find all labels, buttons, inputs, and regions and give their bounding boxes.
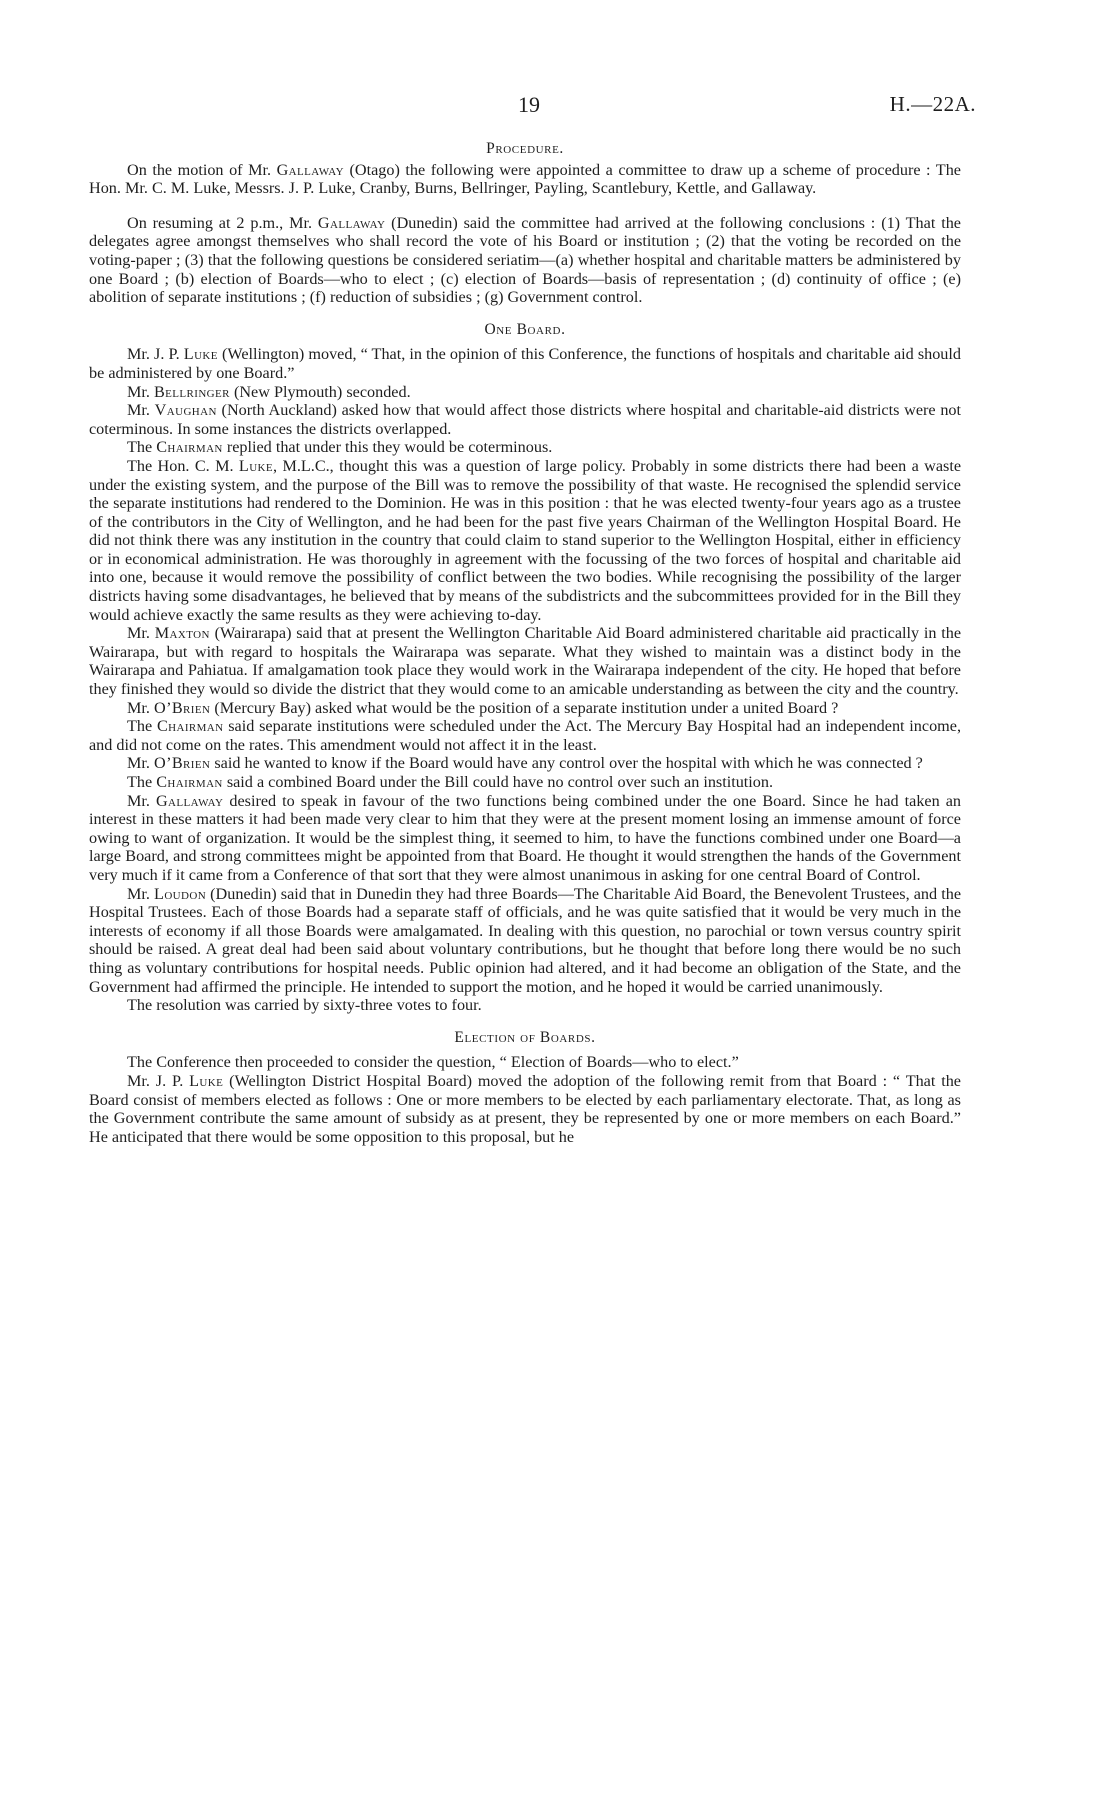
paragraph: On resuming at 2 p.m., Mr. Gallaway (Dunedin) said the committee had arrived at the following conclusions : (1) That the delegates agree amongst themselves who shall record the vote of his Board or institution ; (2) that the voting be recorded on the voting-paper ; (3) that the following questions be considered seriatim—(a) whether hospital and charitable matters be administered by one Board ; (b) election of Boards—who to elect ; (c) election of Boards—basis of representation ; (d) continuity of office ; (e) abolition of separate institutions ; (f) reduction of subsidies ; (g) Government control. xyxy=(89,213,961,307)
paragraph: Mr. J. P. Luke (Wellington) moved, “ That, in the opinion of this Conference, the functions of hospitals and charitable aid should be administered by one Board.” xyxy=(89,345,961,382)
paragraph: Mr. Gallaway desired to speak in favour of the two functions being combined under the one Board. Since he had taken an interest in these matters it had been made very clear to him that they were at the present moment losing an immense amount of force owing to want of organization. It would be the simplest thing, it seemed to him, to have the functions combined under one Board—a large Board, and strong committees might be appointed from that Board. He thought it would strengthen the hands of the Government very much if it came from a Conference of that sort that they were almost unanimous in asking for one central Board of Control. xyxy=(89,791,961,884)
body-text xyxy=(89,140,961,1146)
paragraph: The Chairman said separate institutions were scheduled under the Act. The Mercury Bay Hospital had an independent income, and did not come on the rates. This amendment would not affect it in the least. xyxy=(89,717,961,754)
section-heading-one-board: One Board. xyxy=(484,320,566,338)
paragraph: Mr. O’Brien said he wanted to know if the Board would have any control over the hospital with which he was connected ? xyxy=(127,754,923,773)
paragraph: The Conference then proceeded to consider the question, “ Election of Boards—who to elect.” xyxy=(127,1053,739,1072)
paragraph: Mr. Loudon (Dunedin) said that in Dunedin they had three Boards—The Charitable Aid Board, the Benevolent Trustees, and the Hospital Trustees. Each of those Boards had a separate staff of officials, and he was quite satisfied that it would be very much in the interests of economy if all those Boards were amalgamated. In dealing with this question, no parochial or town versus country spirit should be raised. A great deal had been said about voluntary contributions, but he thought that before long there would be no such thing as voluntary contributions for hospital needs. Public opinion had altered, and it had become an obligation of the State, and the Government had affirmed the principle. He intended to support the motion, and he hoped it would be carried unanimously. xyxy=(89,884,961,996)
section-heading-procedure: Procedure. xyxy=(486,140,564,157)
paragraph: Mr. Bellringer (New Plymouth) seconded. xyxy=(127,382,411,401)
section-heading-election-of-boards: Election of Boards. xyxy=(454,1028,596,1046)
paragraph: The resolution was carried by sixty-three votes to four. xyxy=(127,996,482,1015)
paragraph: On the motion of Mr. Gallaway (Otago) the following were appointed a committee to draw up a scheme of procedure : The Hon. Mr. C. M. Luke, Messrs. J. P. Luke, Cranby, Burns, Bellringer, Payling, Scantlebury, Kettle, and Gallaway. xyxy=(89,160,961,198)
page-number: 19 xyxy=(518,92,540,117)
document-reference: H.—22A. xyxy=(889,92,976,116)
paragraph: Mr. Maxton (Wairarapa) said that at present the Wellington Charitable Aid Board administered charitable aid practically in the Wairarapa, but with regard to hospitals the Wairarapa was separate. What they wished to maintain was a distinct body in the Wairarapa and Pahiatua. If amalgamation took place they would work in the Wairarapa independent of the city. He hoped that before they finished they would so divide the district that they would come to an amicable understanding as between the city and the country. xyxy=(89,624,962,699)
paragraph: The Chairman replied that under this they would be coterminous. xyxy=(127,438,553,457)
paragraph: Mr. O’Brien (Mercury Bay) asked what would be the position of a separate institution under a united Board ? xyxy=(127,698,839,717)
paragraph: The Hon. C. M. Luke, M.L.C., thought this was a question of large policy. Probably in some districts there had been a waste under the existing system, and the purpose of the Bill was to remove the possibility of that waste. He recognised the splendid service the separate institutions had rendered to the Dominion. He was in this position : that he was elected twenty-four years ago as a trustee of the contributors in the City of Wellington, and he had been for the past five years Chairman of the Wellington Hospital Board. He did not think there was any institution in the country that could claim to stand superior to the Wellington Hospital, either in efficiency or in economical administration. He was thoroughly in agreement with the focussing of the two forces of hospital and charitable aid into one, because it would remove the possibility of conflict between the two bodies. While recognising the possibility of the larger districts having some disadvantages, he believed that by means of the subdistricts and the subcommittees provided for in the Bill they would achieve exactly the same results as they were achieving to-day. xyxy=(89,456,962,624)
paragraph: Mr. J. P. Luke (Wellington District Hospital Board) moved the adoption of the following remit from that Board : “ That the Board consist of members elected as follows : One or more members to be elected by each parliamentary electorate. That, as long as the Government contribute the same amount of subsidy as at present, they be represented by one or more members on each Board.” He anticipated that there would be some opposition to this proposal, but he xyxy=(89,1071,961,1146)
paragraph: Mr. Vaughan (North Auckland) asked how that would affect those districts where hospital and charitable-aid districts were not coterminous. In some instances the districts overlapped. xyxy=(89,401,962,438)
paragraph: The Chairman said a combined Board under the Bill could have no control over such an institution. xyxy=(127,773,774,791)
